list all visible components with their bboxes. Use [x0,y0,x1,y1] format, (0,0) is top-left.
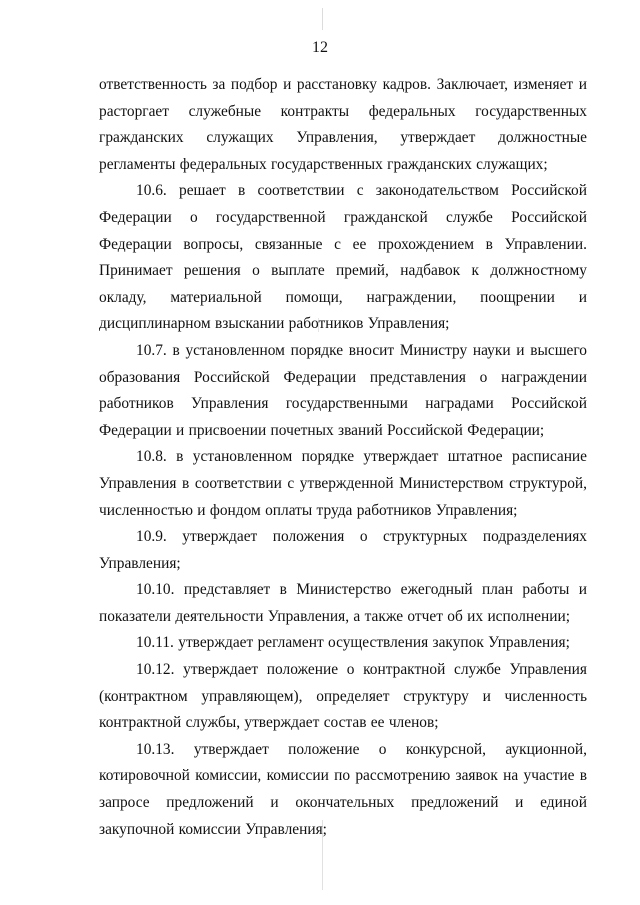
page-number: 12 [312,39,328,56]
paragraph-10-9: 10.9. утверждает положения о структурных подразделениях Управления; [99,528,587,572]
paragraph-10-12: 10.12. утверждает положение о контрактной службе Управления (контрактном управляющем), определяет структуру и численность контрактной службы, утверждает состав ее членов; [99,661,587,732]
document-body [99,72,587,843]
paragraph-10-13: 10.13. утверждает положение о конкурсной, аукционной, котировочной комиссии, комиссии по рассмотрению заявок на участие в запросе предложений и окончательных предложений и единой закупочной комиссии Управления; [99,740,587,838]
paragraph-10-6: 10.6. решает в соответствии с законодательством Российской Федерации о государственной гражданской службе Российской Федерации вопросы, связанные с ее прохождением в Управлении. Принимает решения о выплате премий, надбавок к должностному окладу, материальной помощи, награждении, поощрении и дисциплинарном взыскании работников Управления; [99,182,587,333]
paragraph-10-7: 10.7. в установленном порядке вносит Министру науки и высшего образования Российской Федерации представления о награждении работников Управления государственными наградами Российской Федерации и присвоении почетных званий Российской Федерации; [99,341,587,439]
paragraph-continuation: ответственность за подбор и расстановку кадров. Заключает, изменяет и расторгает служебные контракты федеральных государственных гражданских служащих Управления, утверждает должностные регламенты федеральных государственных гражданских служащих; [99,76,587,173]
paragraph-10-8: 10.8. в установленном порядке утверждает штатное расписание Управления в соответствии с утвержденной Министерством структурой, численностью и фондом оплаты труда работников Управления; [99,448,587,519]
scan-artifact [322,8,323,30]
paragraph-10-10: 10.10. представляет в Министерство ежегодный план работы и показатели деятельности Управления, а также отчет об их исполнении; [99,581,587,625]
paragraph-10-11: 10.11. утверждает регламент осуществления закупок Управления; [136,634,570,652]
